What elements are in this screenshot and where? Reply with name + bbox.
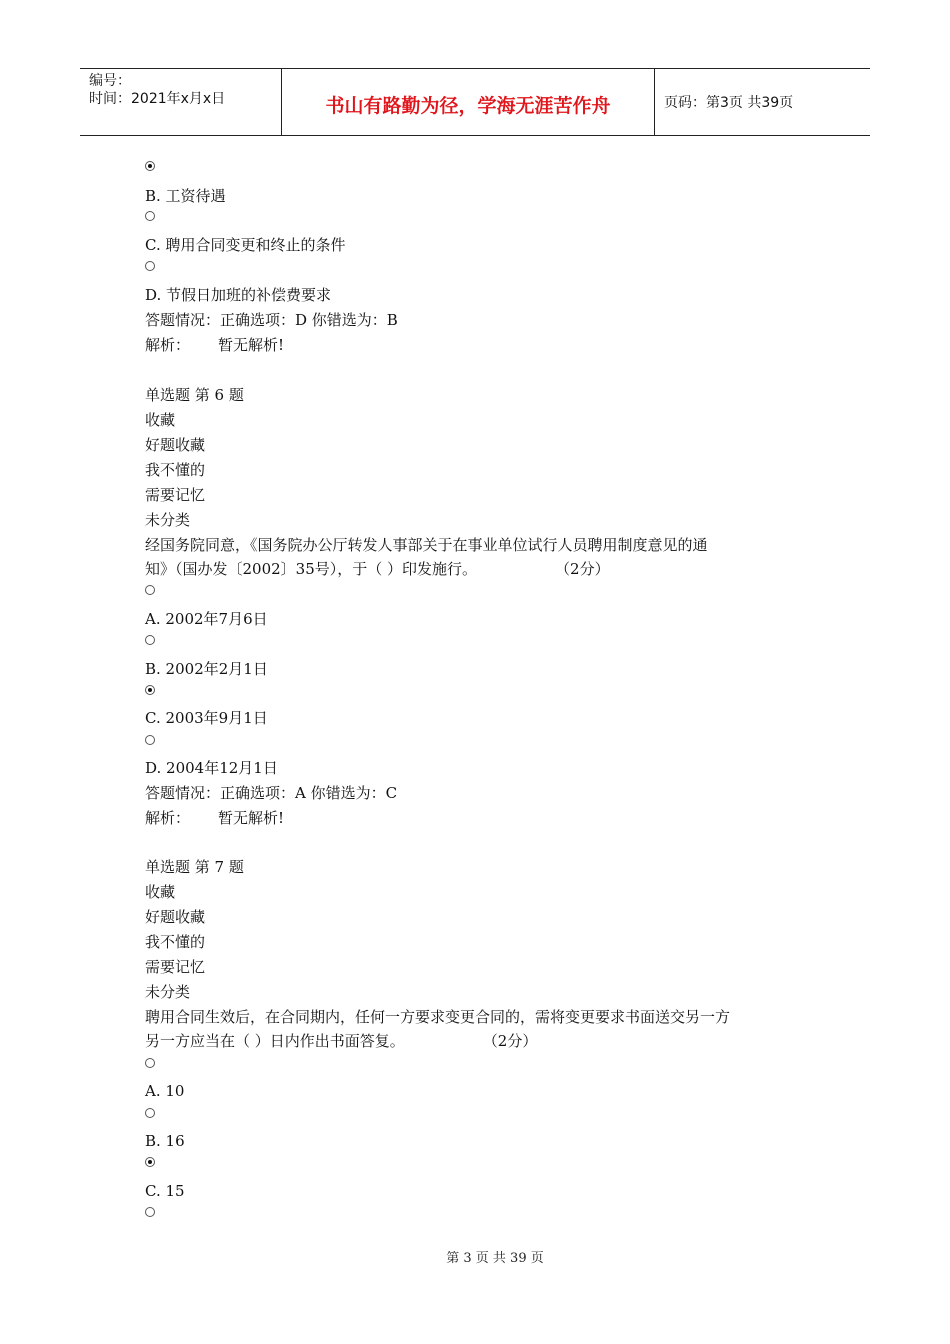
q6-memorize-link[interactable]: 需要记忆 xyxy=(145,486,206,504)
q7-stem-line-2 xyxy=(145,1031,537,1051)
q5-radio-b[interactable] xyxy=(145,211,155,221)
q6-dont-understand-link[interactable]: 我不懂的 xyxy=(145,461,206,479)
q7-title: 单选题 第 7 题 xyxy=(145,858,244,876)
q7-option-a: A. 10 xyxy=(145,1082,185,1100)
q7-radio-a[interactable] xyxy=(145,1058,155,1068)
q6-good-question-link[interactable]: 好题收藏 xyxy=(145,436,206,454)
q7-good-question-link[interactable]: 好题收藏 xyxy=(145,908,206,926)
q7-radio-c[interactable] xyxy=(145,1157,155,1167)
q5-radio-a[interactable] xyxy=(145,161,155,171)
analysis-label: 解析： xyxy=(145,809,191,827)
page-header xyxy=(80,68,870,136)
q6-option-c: C. 2003年9月1日 xyxy=(145,709,268,727)
q6-option-b: B. 2002年2月1日 xyxy=(145,660,268,678)
q5-analysis xyxy=(145,335,284,355)
q6-favorite-link[interactable]: 收藏 xyxy=(145,411,176,429)
q6-title: 单选题 第 6 题 xyxy=(145,386,244,404)
q5-radio-c[interactable] xyxy=(145,261,155,271)
q7-score: （2分） xyxy=(482,1032,538,1050)
header-page-label: 页码：第3页 共39页 xyxy=(664,95,794,111)
q6-radio-b[interactable] xyxy=(145,635,155,645)
analysis-label: 解析： xyxy=(145,336,191,354)
q6-uncategorized-link[interactable]: 未分类 xyxy=(145,511,191,529)
header-motto: 书山有路勤为径，学海无涯苦作舟 xyxy=(281,69,655,135)
q6-stem-text: 知》（国办发〔2002〕35号），于（ ）印发施行。 xyxy=(145,560,478,578)
q6-radio-c[interactable] xyxy=(145,685,155,695)
q6-score: （2分） xyxy=(555,560,610,578)
q7-radio-d[interactable] xyxy=(145,1207,155,1217)
q6-option-a: A. 2002年7月6日 xyxy=(145,610,268,628)
q7-dont-understand-link[interactable]: 我不懂的 xyxy=(145,933,206,951)
q7-memorize-link[interactable]: 需要记忆 xyxy=(145,958,206,976)
q6-answer-status: 答题情况：正确选项：A 你错选为：C xyxy=(145,784,398,802)
q5-option-c: C. 聘用合同变更和终止的条件 xyxy=(145,236,346,254)
q5-option-b: B. 工资待遇 xyxy=(145,187,226,205)
q7-uncategorized-link[interactable]: 未分类 xyxy=(145,983,191,1001)
q5-option-d: D. 节假日加班的补偿费要求 xyxy=(145,286,332,304)
q6-radio-d[interactable] xyxy=(145,735,155,745)
q6-stem-line-2 xyxy=(145,559,610,579)
number-label: 编号： xyxy=(89,73,131,89)
q7-option-b: B. 16 xyxy=(145,1132,185,1150)
q6-radio-a[interactable] xyxy=(145,585,155,595)
page-footer: 第 3 页 共 39 页 xyxy=(446,1251,544,1266)
q5-answer-status: 答题情况：正确选项：D 你错选为：B xyxy=(145,311,398,329)
q7-stem-line-1: 聘用合同生效后，在合同期内，任何一方要求变更合同的，需将变更要求书面送交另一方 xyxy=(145,1008,731,1026)
q6-analysis xyxy=(145,808,284,828)
q7-favorite-link[interactable]: 收藏 xyxy=(145,883,176,901)
q6-option-d: D. 2004年12月1日 xyxy=(145,759,278,777)
header-meta xyxy=(80,69,281,135)
q7-radio-b[interactable] xyxy=(145,1108,155,1118)
q6-stem-line-1: 经国务院同意，《国务院办公厅转发人事部关于在事业单位试行人员聘用制度意见的通 xyxy=(145,536,708,554)
q7-option-c: C. 15 xyxy=(145,1182,185,1200)
analysis-text: 暂无解析! xyxy=(218,336,285,354)
analysis-text: 暂无解析! xyxy=(218,809,285,827)
time-label: 时间：2021年x月x日 xyxy=(89,91,226,107)
q7-stem-text: 另一方应当在（ ）日内作出书面答复。 xyxy=(145,1032,405,1050)
